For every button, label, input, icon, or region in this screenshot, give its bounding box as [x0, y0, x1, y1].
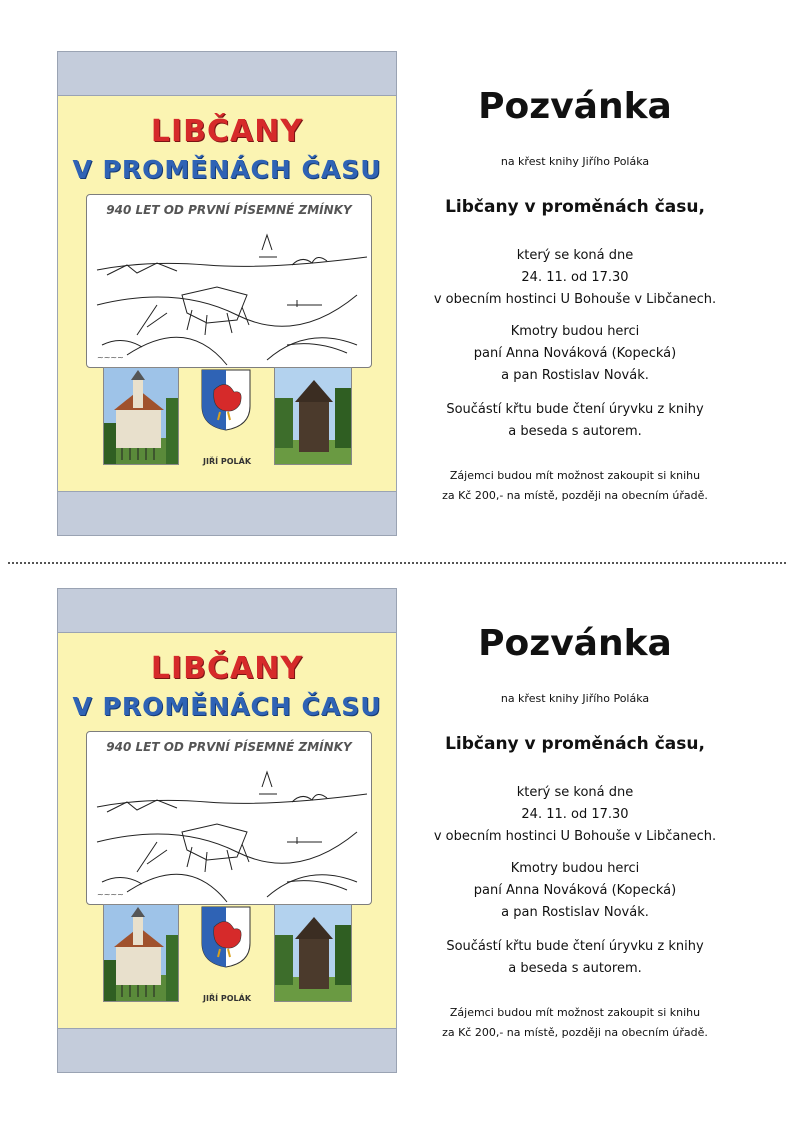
event-details: který se koná dne 24. 11. od 17.30 v obecním hostinci U Bohouše v Libčanech. [433, 785, 717, 844]
event-details: který se koná dne 24. 11. od 17.30 v obecním hostinci U Bohouše v Libčanech. [433, 248, 717, 307]
cover-top-band [58, 589, 396, 633]
sketch-illustration [87, 732, 371, 904]
cover-title-line1: LIBČANY [150, 651, 304, 686]
godparents: Kmotry budou herci paní Anna Nováková (Kopecká) a pan Rostislav Novák. [473, 324, 677, 383]
book-title: Libčany v proměnách času, [445, 197, 705, 217]
bell-tower-photo [274, 904, 352, 1002]
book-cover [57, 51, 397, 536]
svg-text:~~~~: ~~~~ [97, 890, 124, 899]
purchase-info: Zájemci budou mít možnost zakoupit si knihu za Kč 200,- na místě, později na obecním úřadě. [442, 1006, 708, 1039]
cover-bottom-band [58, 1028, 396, 1072]
cover-sketch [86, 194, 372, 368]
sketch-illustration [87, 195, 371, 367]
bell-tower-photo [274, 367, 352, 465]
cover-author: JIŘÍ POLÁK [202, 994, 252, 1003]
cover-author: JIŘÍ POLÁK [202, 457, 252, 466]
purchase-info: Zájemci budou mít možnost zakoupit si knihu za Kč 200,- na místě, později na obecním úřadě. [442, 469, 708, 502]
cover-sketch [86, 731, 372, 905]
church-photo [103, 367, 179, 465]
program: Součástí křtu bude čtení úryvku z knihy a beseda s autorem. [446, 402, 704, 439]
cover-subtitle: 940 LET OD PRVNÍ PÍSEMNÉ ZMÍNKY [106, 740, 352, 754]
invitation-title: Pozvánka [478, 623, 672, 664]
invitation-intro: na křest knihy Jiřího Poláka [500, 692, 650, 705]
book-cover [57, 588, 397, 1073]
cover-top-band [58, 52, 396, 96]
coat-of-arms-icon [200, 368, 252, 432]
godparents: Kmotry budou herci paní Anna Nováková (Kopecká) a pan Rostislav Novák. [473, 861, 677, 920]
church-photo [103, 904, 179, 1002]
invitation-bottom [0, 537, 794, 1077]
cover-title-line2: V PROMĚNÁCH ČASU [72, 692, 382, 721]
invitation-top [0, 0, 794, 540]
invitation-title: Pozvánka [478, 86, 672, 127]
coat-of-arms-icon [200, 905, 252, 969]
cover-title-line1: LIBČANY [150, 114, 304, 149]
book-title: Libčany v proměnách času, [445, 734, 705, 754]
svg-text:~~~~: ~~~~ [97, 353, 124, 362]
program: Součástí křtu bude čtení úryvku z knihy a beseda s autorem. [446, 939, 704, 976]
invitation-intro: na křest knihy Jiřího Poláka [500, 155, 650, 168]
cover-bottom-band [58, 491, 396, 535]
cover-title-line2: V PROMĚNÁCH ČASU [72, 155, 382, 184]
cover-subtitle: 940 LET OD PRVNÍ PÍSEMNÉ ZMÍNKY [106, 203, 352, 217]
